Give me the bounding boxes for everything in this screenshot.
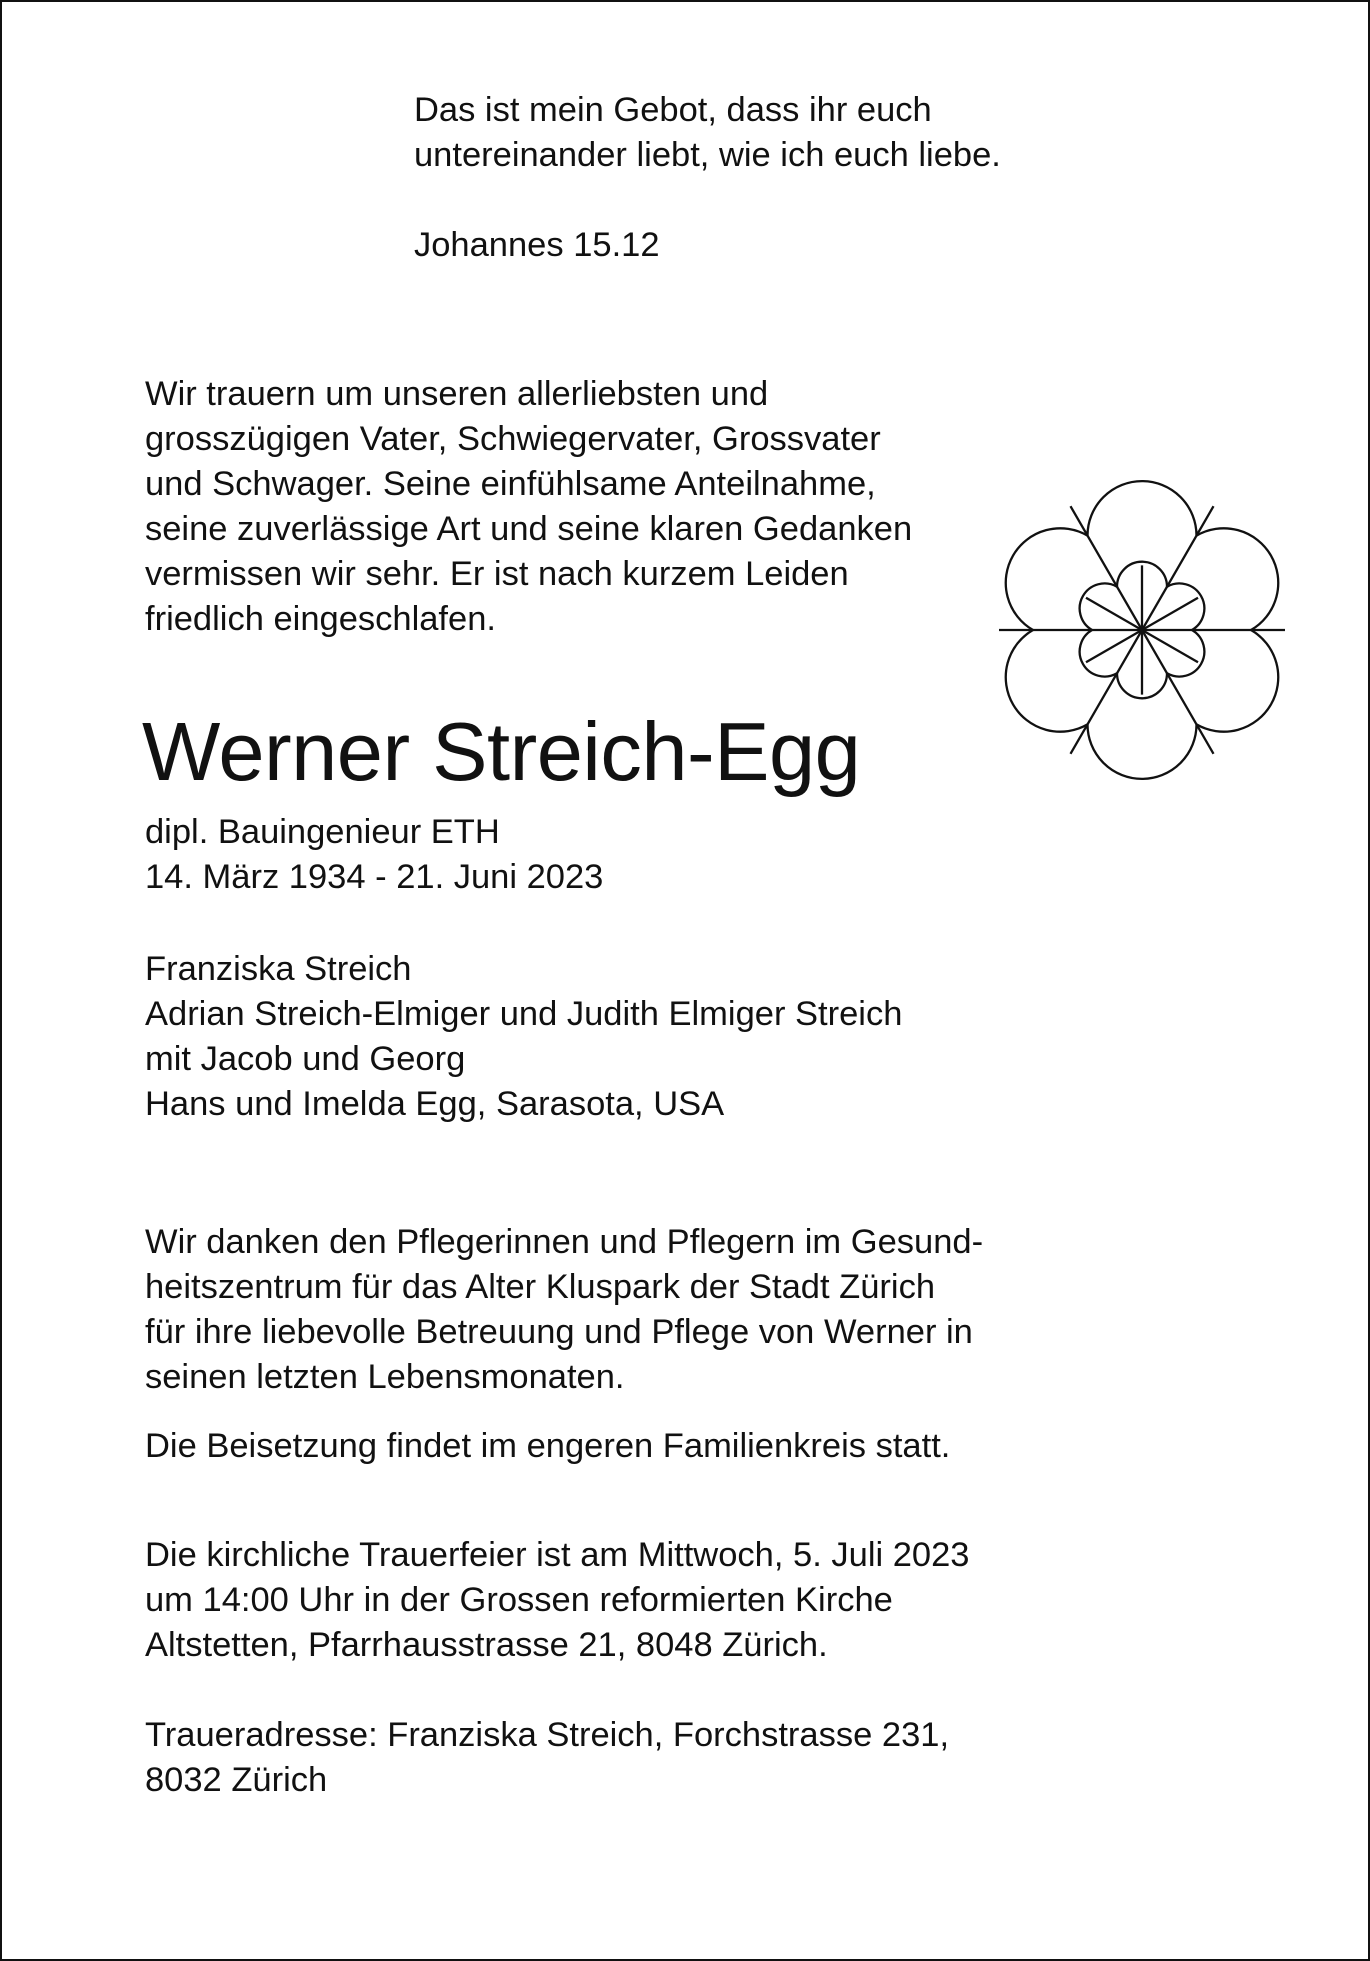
- service-line: um 14:00 Uhr in der Grossen reformierten Kirche: [145, 1581, 893, 1619]
- deceased-title: dipl. Bauingenieur ETH: [145, 813, 500, 851]
- family-line: mit Jacob und Georg: [145, 1040, 466, 1078]
- intro-line: vermissen wir sehr. Er ist nach kurzem Leiden: [145, 555, 849, 593]
- intro-line: Wir trauern um unseren allerliebsten und: [145, 375, 769, 413]
- thanks-line: heitszentrum für das Alter Kluspark der Stadt Zürich: [145, 1268, 936, 1306]
- family-list: [145, 947, 902, 1127]
- address-line: Traueradresse: Franziska Streich, Forchstrasse 231,: [145, 1716, 950, 1754]
- funeral-service: [145, 1533, 969, 1668]
- address-line: 8032 Zürich: [145, 1761, 328, 1799]
- intro-line: friedlich eingeschlafen.: [145, 600, 496, 638]
- intro-line: und Schwager. Seine einfühlsame Anteilnahme,: [145, 465, 876, 503]
- deceased-name: Werner Streich-Egg: [142, 705, 861, 798]
- intro-line: grosszügigen Vater, Schwiegervater, Grossvater: [145, 420, 881, 458]
- burial-note: Die Beisetzung findet im engeren Familienkreis statt.: [145, 1427, 951, 1465]
- verse-reference: Johannes 15.12: [414, 226, 660, 264]
- bible-verse: [414, 88, 1001, 178]
- thanks-line: seinen letzten Lebensmonaten.: [145, 1358, 625, 1396]
- deceased-dates: 14. März 1934 - 21. Juni 2023: [145, 858, 604, 896]
- verse-line: Das ist mein Gebot, dass ihr euch: [414, 91, 932, 129]
- verse-line: untereinander liebt, wie ich euch liebe.: [414, 136, 1001, 174]
- service-line: Die kirchliche Trauerfeier ist am Mittwoch, 5. Juli 2023: [145, 1536, 970, 1574]
- thanks-line: für ihre liebevolle Betreuung und Pflege von Werner in: [145, 1313, 973, 1351]
- intro-line: seine zuverlässige Art und seine klaren Gedanken: [145, 510, 913, 548]
- thanks-paragraph: [145, 1220, 983, 1400]
- family-line: Adrian Streich-Elmiger und Judith Elmiger Streich: [145, 995, 903, 1033]
- service-line: Altstetten, Pfarrhausstrasse 21, 8048 Zürich.: [145, 1626, 828, 1664]
- family-line: Hans und Imelda Egg, Sarasota, USA: [145, 1085, 725, 1123]
- family-line: Franziska Streich: [145, 950, 412, 988]
- flower-icon: [960, 448, 1324, 812]
- deceased-info: [145, 810, 603, 900]
- thanks-line: Wir danken den Pflegerinnen und Pflegern im Gesund-: [145, 1223, 984, 1261]
- mourning-address: [145, 1713, 949, 1803]
- intro-paragraph: [145, 372, 912, 642]
